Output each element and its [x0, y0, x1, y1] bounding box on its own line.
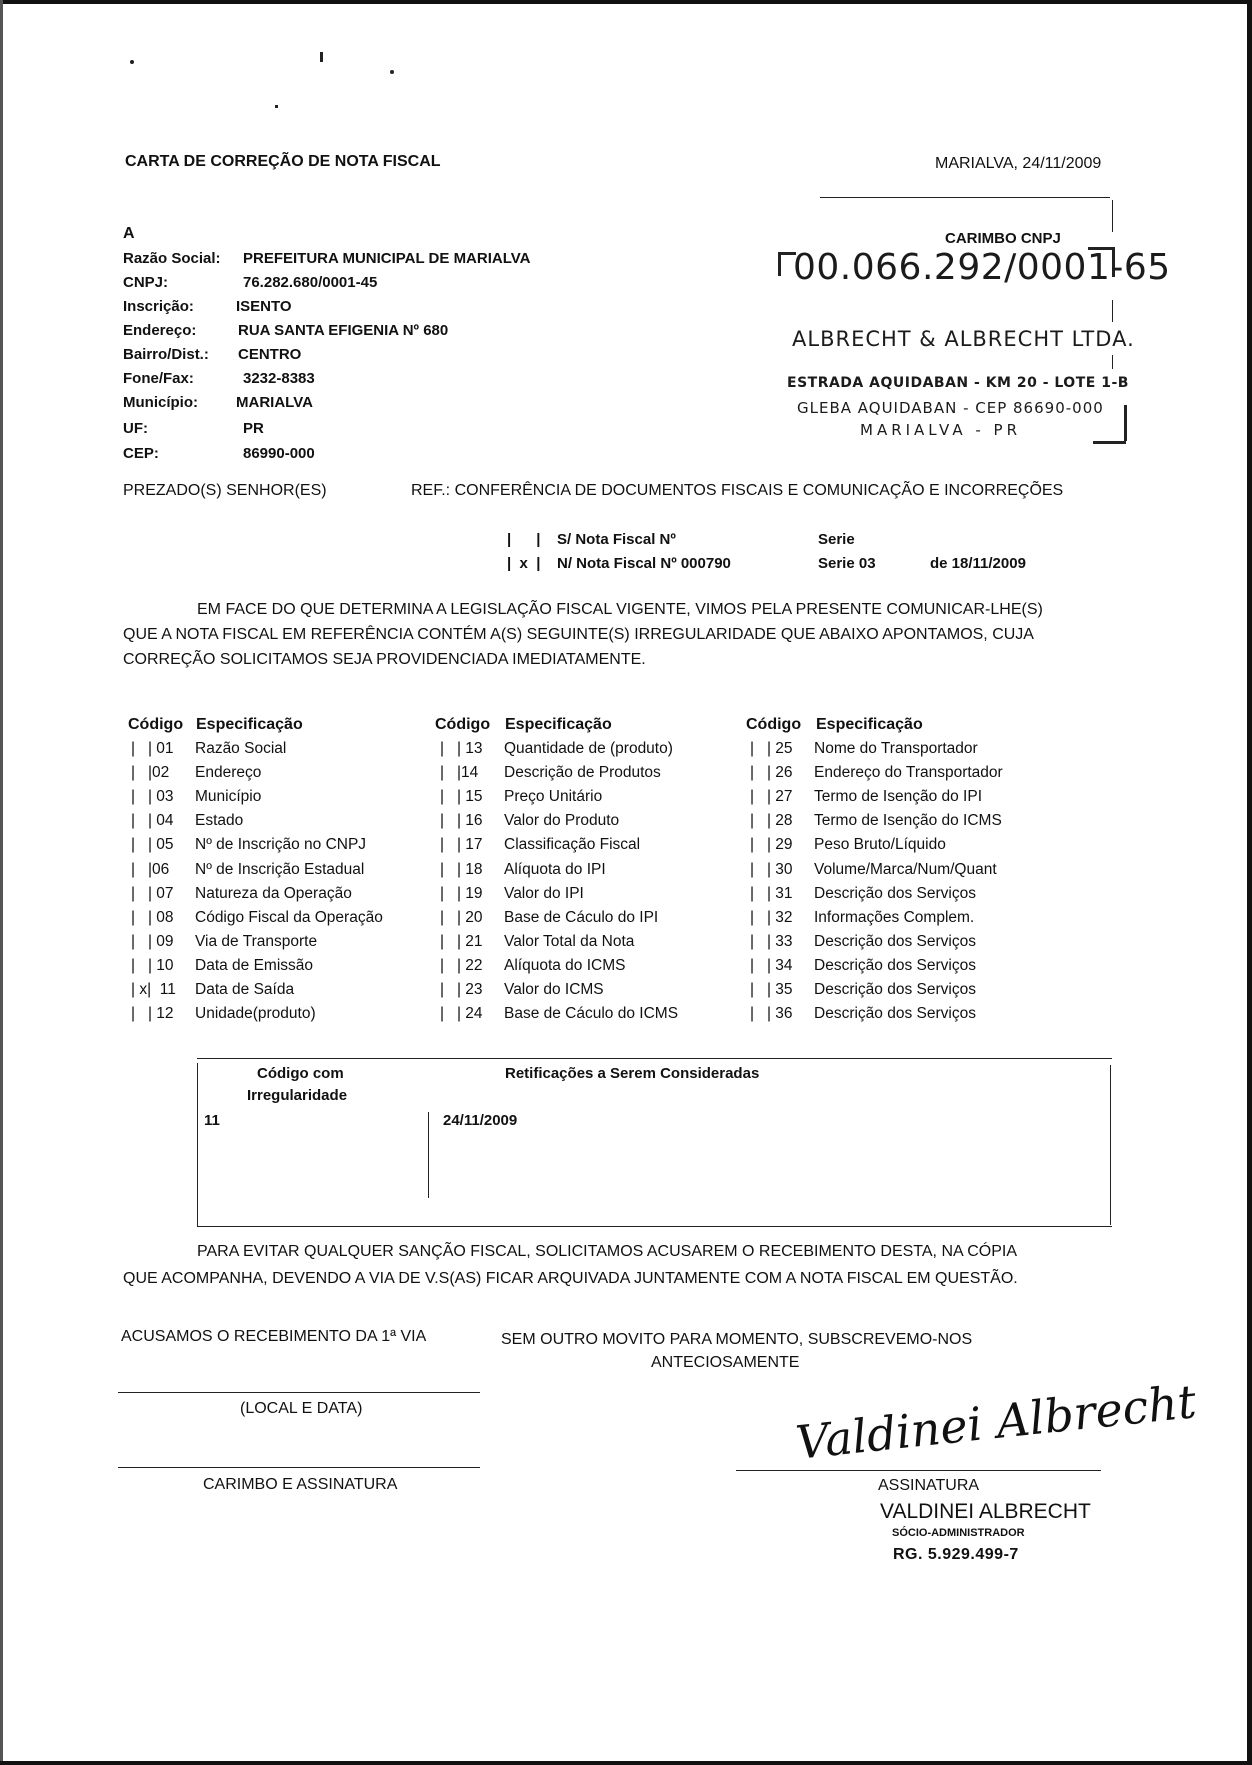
code-item [750, 933, 976, 951]
code-checkbox: | | 15 [440, 788, 483, 806]
nota-date: de 18/11/2009 [930, 555, 1026, 572]
code-item [440, 909, 658, 927]
scan-speck [275, 105, 278, 108]
code-item [750, 764, 1003, 782]
cnpj-label: CNPJ: [123, 274, 169, 291]
code-item [440, 957, 625, 975]
code-item [440, 788, 602, 806]
inscricao-label: Inscrição: [123, 298, 194, 315]
code-item [440, 861, 606, 879]
code-checkbox: | | 03 [131, 788, 174, 806]
code-label: Preço Unitário [504, 788, 603, 806]
inscricao-value: ISENTO [236, 298, 292, 315]
rectification-head-code-2: Irregularidade [247, 1087, 348, 1104]
code-checkbox: | | 28 [750, 812, 793, 830]
code-item [131, 861, 364, 879]
code-checkbox: | | 18 [440, 860, 483, 878]
scan-edge-right [1247, 0, 1252, 1765]
code-label: Classificação Fiscal [504, 836, 641, 854]
code-checkbox: | | 22 [440, 956, 483, 974]
code-checkbox: | | 09 [131, 932, 174, 950]
codes-header-spec: Especificação [196, 716, 303, 733]
fone-fax-label: Fone/Fax: [123, 370, 194, 387]
rectification-head-retif: Retificações a Serem Consideradas [505, 1065, 760, 1082]
code-item [750, 861, 997, 879]
code-checkbox: | | 29 [750, 836, 793, 854]
code-checkbox: | |02 [131, 764, 170, 782]
intro-line: QUE A NOTA FISCAL EM REFERÊNCIA CONTÉM A(S) SEGUINTE(S) IRREGULARIDADE QUE ABAIXO APONTAMOS, CUJA [123, 626, 1034, 643]
intro-line: CORREÇÃO SOLICITAMOS SEJA PROVIDENCIADA IMEDIATAMENTE. [123, 651, 646, 668]
header-divider [820, 197, 1110, 198]
code-item [750, 957, 976, 975]
codes-header-spec: Especificação [816, 716, 923, 733]
code-item [440, 981, 604, 999]
stamp-company: ALBRECHT & ALBRECHT LTDA. [792, 327, 1135, 351]
stamp-border [1112, 355, 1113, 369]
code-label: Unidade(produto) [195, 1005, 316, 1023]
stamp-title: CARIMBO CNPJ [945, 230, 1061, 247]
stamp-city: MARIALVA - PR [860, 421, 1021, 439]
code-checkbox: | | 07 [131, 884, 174, 902]
uf-label: UF: [123, 420, 148, 437]
code-checkbox: | | 10 [131, 956, 174, 974]
bairro-label: Bairro/Dist.: [123, 346, 209, 363]
code-label: Alíquota do IPI [504, 860, 606, 878]
code-label: Via de Transporte [195, 932, 318, 950]
stamp-cnpj: 00.066.292/0001-65 [793, 247, 1171, 288]
rectification-divider [428, 1112, 429, 1198]
code-label: Descrição dos Serviços [814, 1005, 976, 1023]
nota-own-label: S/ Nota Fiscal Nº [557, 531, 676, 548]
stamp-border [778, 252, 781, 276]
code-item [131, 933, 317, 951]
code-label: Data de Emissão [195, 956, 314, 974]
municipio-value: MARIALVA [236, 394, 313, 411]
nota-checkbox: | x | [507, 555, 541, 572]
code-label: Volume/Marca/Num/Quant [814, 860, 997, 878]
code-checkbox: | | 25 [750, 740, 793, 757]
code-label: Valor do Produto [504, 812, 620, 830]
endereco-label: Endereço: [123, 322, 197, 339]
endereco-value: RUA SANTA EFIGENIA Nº 680 [238, 322, 449, 339]
code-checkbox: | | 16 [440, 812, 483, 830]
code-label: Valor do IPI [504, 884, 584, 902]
code-label: Alíquota do ICMS [504, 956, 626, 974]
code-checkbox: | | 30 [750, 860, 793, 878]
document-title: CARTA DE CORREÇÃO DE NOTA FISCAL [125, 153, 441, 170]
code-item [750, 812, 1002, 830]
sign-off-line: ANTECIOSAMENTE [651, 1354, 800, 1371]
rectification-code-value: 11 [204, 1112, 220, 1129]
code-label: Endereço do Transportador [814, 764, 1003, 782]
place-date: MARIALVA, 24/11/2009 [935, 155, 1102, 172]
scan-edge-bottom [0, 1761, 1252, 1765]
code-item [131, 788, 261, 806]
code-checkbox: | |14 [440, 764, 479, 782]
code-label: Descrição de Produtos [504, 764, 661, 782]
closing-line: PARA EVITAR QUALQUER SANÇÃO FISCAL, SOLICITAMOS ACUSAREM O RECEBIMENTO DESTA, NA CÓPIA [197, 1243, 1018, 1260]
code-checkbox: | | 01 [131, 740, 174, 757]
code-label: Termo de Isenção do ICMS [814, 812, 1002, 830]
closing-line: QUE ACOMPANHA, DEVENDO A VIA DE V.S(AS) FICAR ARQUIVADA JUNTAMENTE COM A NOTA FISCAL EM QUESTÃO. [123, 1270, 1018, 1287]
cnpj-value: 76.282.680/0001-45 [243, 274, 378, 291]
code-item [750, 885, 976, 903]
code-label: Peso Bruto/Líquido [814, 836, 946, 854]
signer-rg: RG. 5.929.499-7 [893, 1546, 1019, 1563]
code-label: Nº de Inscrição Estadual [195, 860, 365, 878]
code-checkbox: | | 19 [440, 884, 483, 902]
codes-header-code: Código [435, 716, 491, 733]
code-checkbox: | | 24 [440, 1005, 483, 1023]
code-label: Descrição dos Serviços [814, 932, 976, 950]
code-item [131, 1005, 316, 1023]
stamp-address-1: ESTRADA AQUIDABAN - KM 20 - LOTE 1-B [787, 375, 1129, 391]
cep-label: CEP: [123, 445, 159, 462]
signer-name: VALDINEI ALBRECHT [880, 1500, 1091, 1523]
code-label: Município [195, 788, 262, 806]
scan-speck [390, 70, 394, 74]
stamp-signature-label: CARIMBO E ASSINATURA [203, 1476, 398, 1493]
nota-number: N/ Nota Fiscal Nº 000790 [557, 555, 731, 572]
nota-own-checkbox: | | [507, 531, 541, 548]
code-checkbox: | | 21 [440, 932, 483, 950]
code-checkbox: | | 36 [750, 1005, 793, 1023]
greeting: PREZADO(S) SENHOR(ES) [123, 482, 327, 499]
code-checkbox: | | 23 [440, 981, 483, 998]
code-label: Data de Saída [195, 981, 295, 998]
code-checkbox: | | 34 [750, 956, 793, 974]
code-item [131, 981, 294, 999]
code-label: Endereço [195, 764, 262, 782]
code-item [131, 812, 243, 830]
code-item [750, 981, 976, 999]
addressee-to-label: A [123, 225, 135, 242]
reference-line: REF.: CONFERÊNCIA DE DOCUMENTOS FISCAIS E COMUNICAÇÃO E INCORREÇÕES [411, 482, 1064, 499]
code-checkbox: | | 08 [131, 908, 174, 926]
code-item [440, 933, 634, 951]
signature-label: ASSINATURA [878, 1477, 980, 1494]
rectification-right-border [1110, 1065, 1111, 1225]
code-label: Valor do ICMS [504, 981, 604, 998]
local-date-line [118, 1392, 480, 1393]
code-label: Razão Social [195, 740, 287, 757]
signer-role: SÓCIO-ADMINISTRADOR [892, 1527, 1025, 1539]
code-checkbox: | | 12 [131, 1005, 174, 1023]
code-checkbox: | | 20 [440, 908, 483, 926]
intro-line: EM FACE DO QUE DETERMINA A LEGISLAÇÃO FISCAL VIGENTE, VIMOS PELA PRESENTE COMUNICAR-LHE(S) [197, 601, 1043, 618]
code-label: Descrição dos Serviços [814, 884, 976, 902]
code-item [131, 836, 366, 854]
code-item [750, 740, 978, 758]
code-checkbox: | | 32 [750, 908, 793, 926]
uf-value: PR [243, 420, 264, 437]
fone-fax-value: 3232-8383 [243, 370, 315, 387]
code-checkbox: | | 04 [131, 812, 174, 830]
rectification-top-border [197, 1058, 1112, 1059]
scan-edge-left [0, 0, 3, 1765]
codes-header-spec: Especificação [505, 716, 612, 733]
receipt-ack: ACUSAMOS O RECEBIMENTO DA 1ª VIA [121, 1328, 427, 1345]
code-item [131, 909, 383, 927]
rectification-retif-value: 24/11/2009 [443, 1112, 518, 1129]
nota-serie: Serie 03 [818, 555, 876, 572]
razao-social-value: PREFEITURA MUNICIPAL DE MARIALVA [243, 250, 531, 267]
code-checkbox: | | 35 [750, 981, 793, 998]
nota-own-serie: Serie [818, 531, 855, 548]
handwritten-signature: Valdinei Albrecht [793, 1374, 1199, 1470]
code-label: Descrição dos Serviços [814, 981, 976, 998]
code-item [131, 885, 352, 903]
stamp-border [1112, 200, 1113, 232]
code-item [440, 1005, 678, 1023]
municipio-label: Município: [123, 394, 198, 411]
razao-social-label: Razão Social: [123, 250, 221, 267]
code-checkbox: | | 27 [750, 788, 793, 806]
rectification-bottom-border [197, 1226, 1112, 1227]
code-label: Valor Total da Nota [504, 932, 635, 950]
scan-speck [320, 52, 323, 62]
code-checkbox: | | 13 [440, 740, 483, 757]
stamp-signature-line [118, 1467, 480, 1468]
code-label: Base de Cáculo do IPI [504, 908, 659, 926]
stamp-border [1124, 405, 1127, 441]
code-label: Descrição dos Serviços [814, 956, 976, 974]
codes-header-code: Código [128, 716, 184, 733]
code-checkbox: | | 05 [131, 836, 174, 854]
code-label: Base de Cáculo do ICMS [504, 1005, 679, 1023]
local-date-label: (LOCAL E DATA) [240, 1400, 363, 1417]
code-label: Quantidade de (produto) [504, 740, 673, 757]
code-label: Nº de Inscrição no CNPJ [195, 836, 367, 854]
code-item [131, 764, 261, 782]
code-label: Termo de Isenção do IPI [814, 788, 983, 806]
code-label: Informações Complem. [814, 908, 975, 926]
codes-header-code: Código [746, 716, 802, 733]
scan-edge-top [0, 0, 1252, 4]
code-checkbox: | | 26 [750, 764, 793, 782]
stamp-border [1093, 441, 1126, 444]
signature-line [736, 1470, 1101, 1471]
code-label: Natureza da Operação [195, 884, 352, 902]
code-item [440, 885, 584, 903]
code-item [131, 957, 313, 975]
rectification-head-code: Código com [257, 1065, 344, 1082]
code-checkbox: | | 33 [750, 932, 793, 950]
code-item [750, 836, 946, 854]
code-item [440, 764, 661, 782]
code-checkbox: | | 31 [750, 884, 793, 902]
code-checkbox: | x| 11 [131, 981, 176, 998]
stamp-address-2: GLEBA AQUIDABAN - CEP 86690-000 [797, 399, 1104, 417]
code-item [440, 836, 640, 854]
code-item [750, 788, 982, 806]
code-item [750, 909, 974, 927]
sign-off-line: SEM OUTRO MOVITO PARA MOMENTO, SUBSCREVEMO-NOS [501, 1331, 973, 1348]
code-checkbox: | | 17 [440, 836, 483, 854]
cep-value: 86990-000 [243, 445, 315, 462]
code-label: Estado [195, 812, 244, 830]
code-label: Código Fiscal da Operação [195, 908, 383, 926]
code-item [440, 812, 619, 830]
code-item [750, 1005, 976, 1023]
code-item [131, 740, 286, 758]
code-item [440, 740, 673, 758]
code-checkbox: | |06 [131, 860, 170, 878]
rectification-left-border [197, 1063, 198, 1226]
stamp-border [1112, 300, 1113, 322]
scan-speck [130, 60, 134, 64]
code-label: Nome do Transportador [814, 740, 978, 757]
bairro-value: CENTRO [238, 346, 302, 363]
